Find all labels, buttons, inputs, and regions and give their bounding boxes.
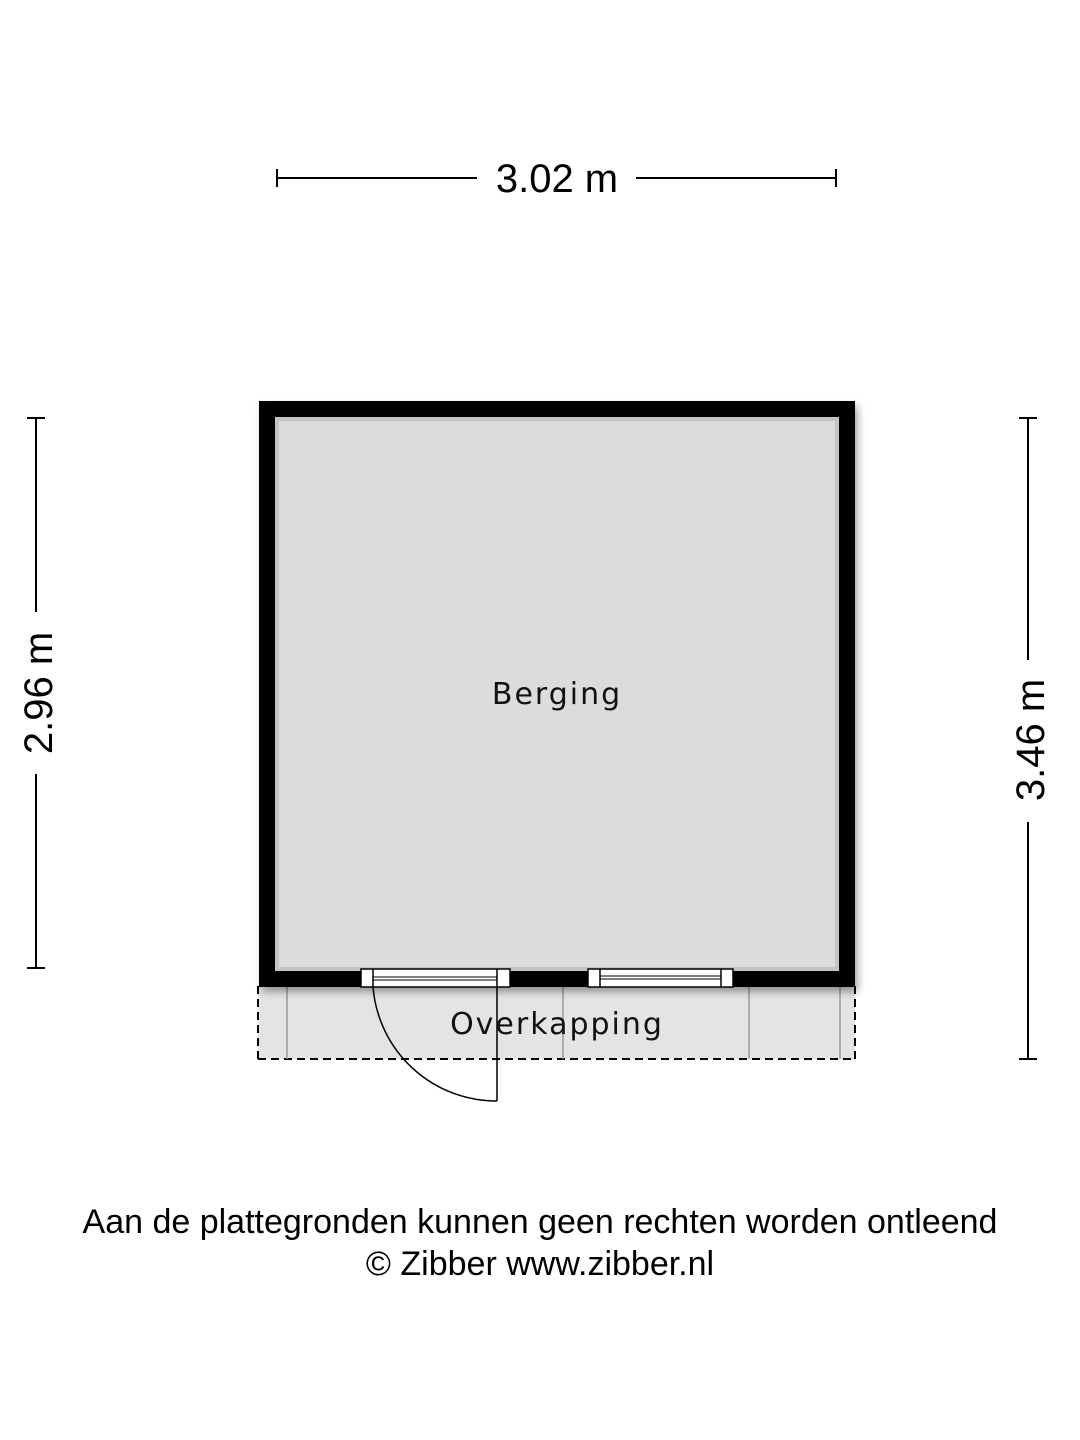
copyright-text: © Zibber www.zibber.nl [365,1245,715,1283]
disclaimer-text: Aan de plattegronden kunnen geen rechten worden ontleend [82,1203,998,1241]
left-height-dimension [17,418,61,968]
window [588,969,733,987]
door-opening [361,969,510,987]
right-height-dimension [1009,418,1053,1059]
right-height-label: 3.46 m [1009,678,1053,802]
width-label: 3.02 m [495,157,619,201]
room-label-overkapping: Overkapping [450,1007,664,1042]
room-label-berging: Berging [491,677,623,712]
width-dimension [277,157,836,201]
left-height-label: 2.96 m [17,631,61,755]
